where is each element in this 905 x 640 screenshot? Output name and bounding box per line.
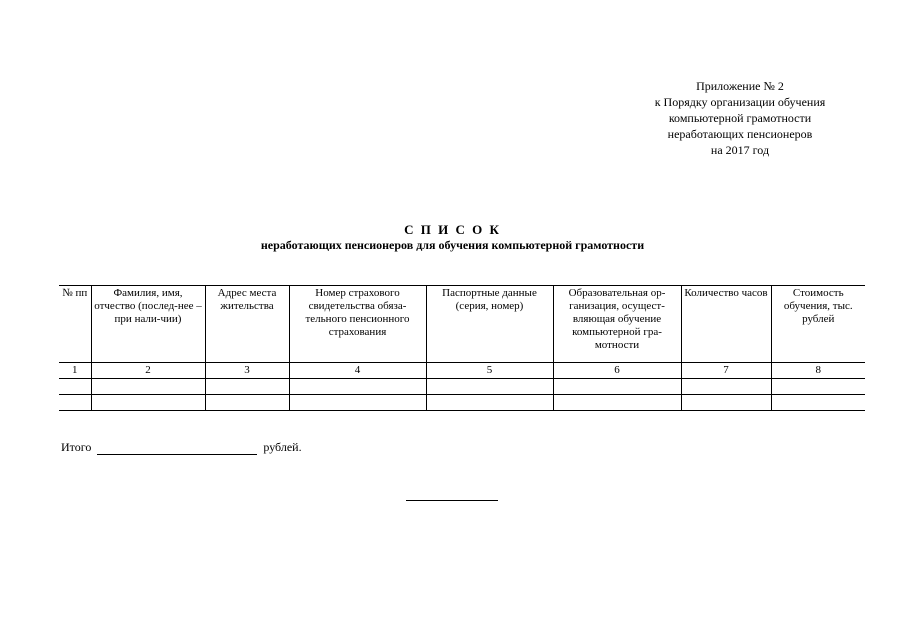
table-row — [59, 395, 865, 411]
total-unit: рублей. — [263, 440, 302, 454]
total-blank-field — [97, 442, 257, 455]
column-number-cell: 6 — [553, 363, 681, 379]
total-line — [61, 440, 302, 455]
table-cell — [681, 395, 771, 411]
table-cell — [289, 395, 426, 411]
table-cell — [91, 395, 205, 411]
table-cell — [553, 395, 681, 411]
header-hours: Количество часов — [681, 286, 771, 363]
table-cell — [205, 379, 289, 395]
table-cell — [59, 379, 91, 395]
table-cell — [771, 395, 865, 411]
document-subtitle: неработающих пенсионеров для обучения компьютерной грамотности — [260, 238, 645, 252]
table-cell — [426, 395, 553, 411]
table-cell — [426, 379, 553, 395]
table-cell — [553, 379, 681, 395]
column-number-cell: 7 — [681, 363, 771, 379]
document-title: С П И С О К — [404, 222, 501, 237]
column-number-cell: 8 — [771, 363, 865, 379]
header-cost: Стоимость обучения, тыс. рублей — [771, 286, 865, 363]
total-label: Итого — [61, 440, 92, 454]
table-cell — [91, 379, 205, 395]
appendix-line-1: Приложение № 2 — [696, 79, 784, 93]
appendix-line-2: к Порядку организации обучения — [654, 95, 826, 109]
column-number-cell: 1 — [59, 363, 91, 379]
table-cell — [59, 395, 91, 411]
table-cell — [289, 379, 426, 395]
header-address: Адрес места жительства — [205, 286, 289, 363]
table-header-row — [59, 286, 865, 363]
pensioners-table — [59, 285, 865, 411]
column-number-cell: 3 — [205, 363, 289, 379]
header-insurance-number: Номер страхового свидетельства обяза-тельного пенсионного страхования — [289, 286, 426, 363]
table-cell — [681, 379, 771, 395]
header-full-name: Фамилия, имя, отчество (послед-нее – при нали-чии) — [91, 286, 205, 363]
column-number-row — [59, 363, 865, 379]
appendix-line-4: неработающих пенсионеров — [667, 127, 813, 141]
table-cell — [771, 379, 865, 395]
header-organization: Образовательная ор-ганизация, осущест-вляющая обучение компьютерной гра-мотности — [553, 286, 681, 363]
column-number-cell: 5 — [426, 363, 553, 379]
column-number-cell: 2 — [91, 363, 205, 379]
header-passport: Паспортные данные (серия, номер) — [426, 286, 553, 363]
appendix-line-3: компьютерной грамотности — [668, 111, 812, 125]
end-divider — [406, 500, 498, 501]
header-number: № пп — [59, 286, 91, 363]
table-row — [59, 379, 865, 395]
table-cell — [205, 395, 289, 411]
appendix-block — [600, 78, 880, 158]
column-number-cell: 4 — [289, 363, 426, 379]
appendix-line-5: на 2017 год — [710, 143, 770, 157]
